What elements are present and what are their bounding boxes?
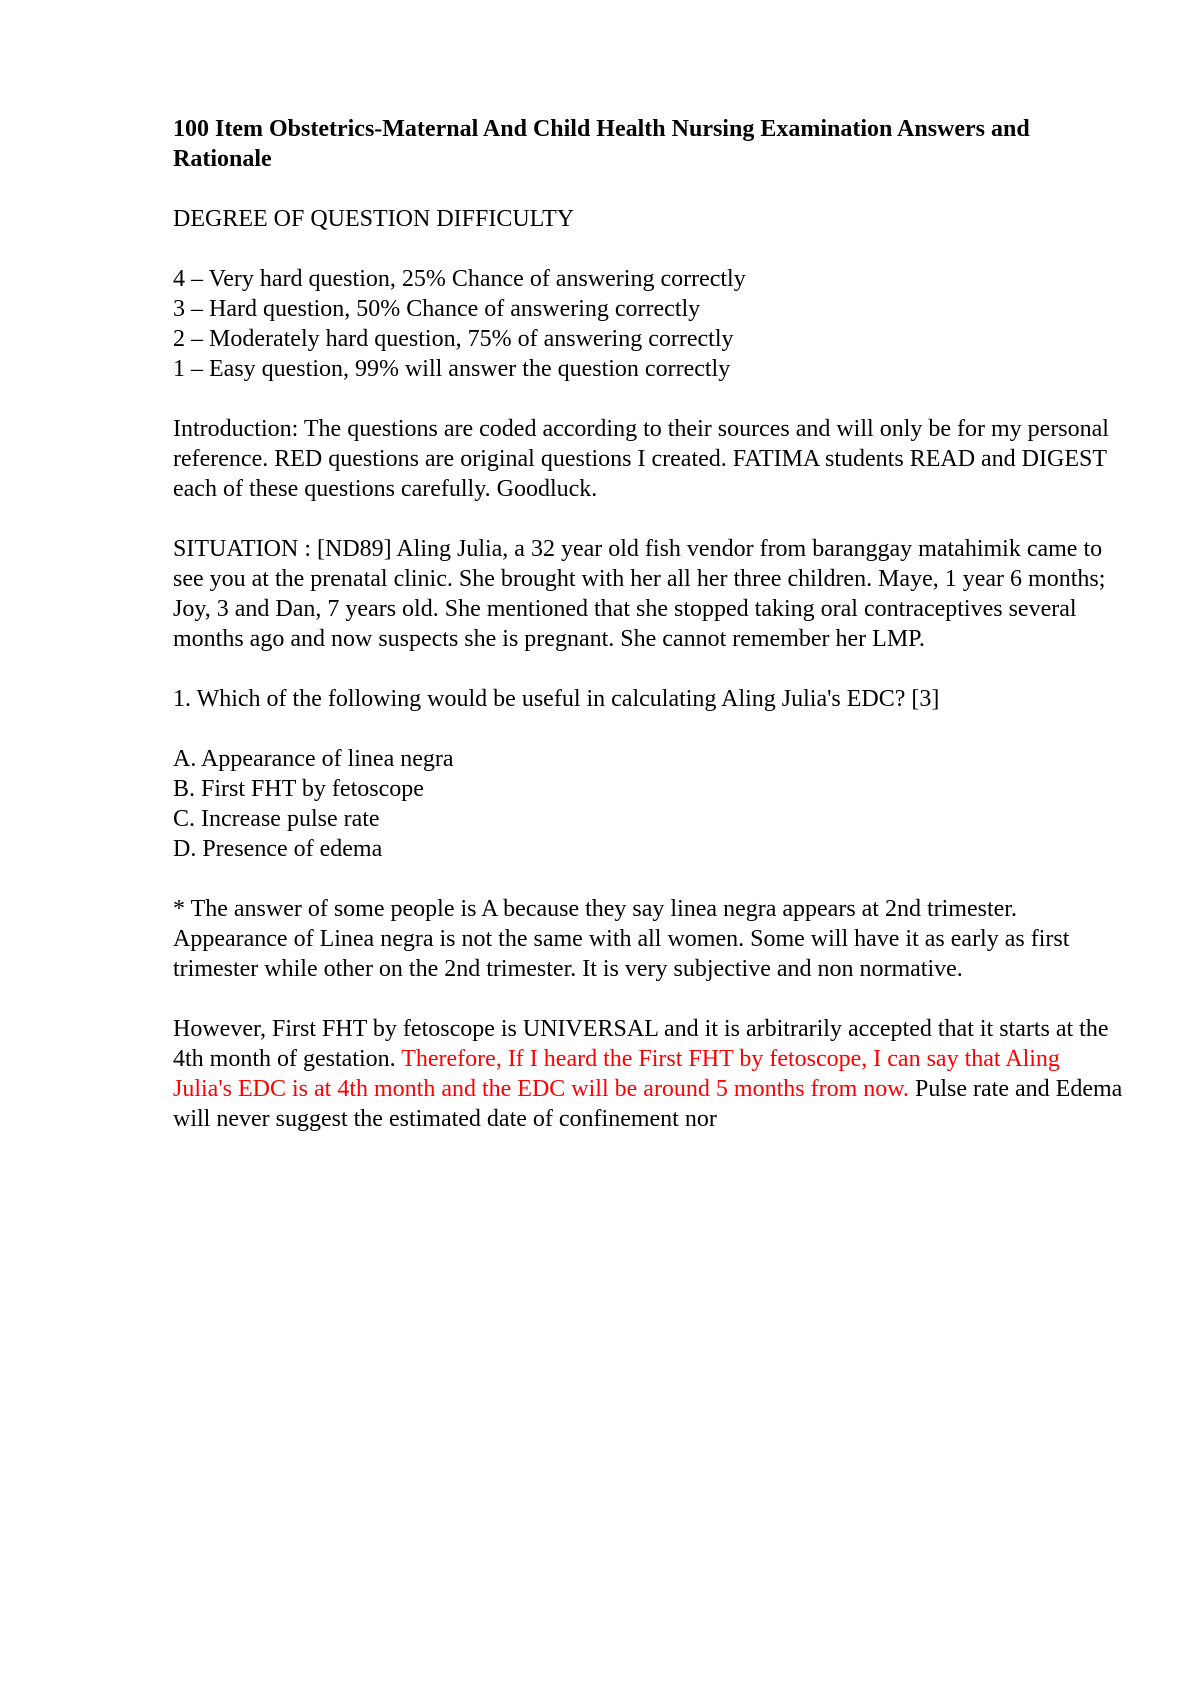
question-1: 1. Which of the following would be useful in calculating Aling Julia's EDC? [3] [173,686,940,712]
rationale-text-continued: Pulse rate and Edema will never suggest the estimated date of confinement nor [173,1076,1123,1132]
difficulty-heading: DEGREE OF QUESTION DIFFICULTY [173,206,575,232]
rationale-paragraph-1: * The answer of some people is A because they say linea negra appears at 2nd trimester. Appearance of Linea negra is not the same with all women. Some will have it as early as first trimester while other on the 2nd trimester. It is very subjective and non normative. [173,896,1070,982]
choice-d: D. Presence of edema [173,836,383,862]
rationale-paragraph-2 [173,1014,1123,1134]
rationale-highlight: Therefore, If I heard the First FHT by fetoscope, I can say that Aling Julia's EDC is at 4th month and the EDC will be around 5 months from now. [173,1046,1060,1102]
difficulty-level: 3 – Hard question, 50% Chance of answering correctly [173,296,701,322]
answer-choices [173,744,1123,864]
difficulty-level: 2 – Moderately hard question, 75% of answering correctly [173,326,734,352]
difficulty-level: 1 – Easy question, 99% will answer the question correctly [173,356,731,382]
difficulty-level: 4 – Very hard question, 25% Chance of answering correctly [173,266,746,292]
choice-a: A. Appearance of linea negra [173,746,454,772]
document-page [173,114,1123,1164]
situation-paragraph: SITUATION : [ND89] Aling Julia, a 32 year old fish vendor from baranggay matahimik came to see you at the prenatal clinic. She brought with her all her three children. Maye, 1 year 6 months; Joy, 3 and Dan, 7 years old. She mentioned that she stopped taking oral contraceptives several months ago and now suspects she is pregnant. She cannot remember her LMP. [173,536,1106,652]
difficulty-list [173,264,1123,384]
choice-c: C. Increase pulse rate [173,806,380,832]
rationale-text: However, First FHT by fetoscope is UNIVERSAL and it is arbitrarily accepted that it starts at the 4th month of gestation. [173,1016,1109,1072]
introduction-paragraph: Introduction: The questions are coded according to their sources and will only be for my personal reference. RED questions are original questions I created. FATIMA students READ and DIGEST each of these questions carefully. Goodluck. [173,416,1109,502]
choice-b: B. First FHT by fetoscope [173,776,424,802]
document-title: 100 Item Obstetrics-Maternal And Child Health Nursing Examination Answers and Rationale [173,116,1030,172]
